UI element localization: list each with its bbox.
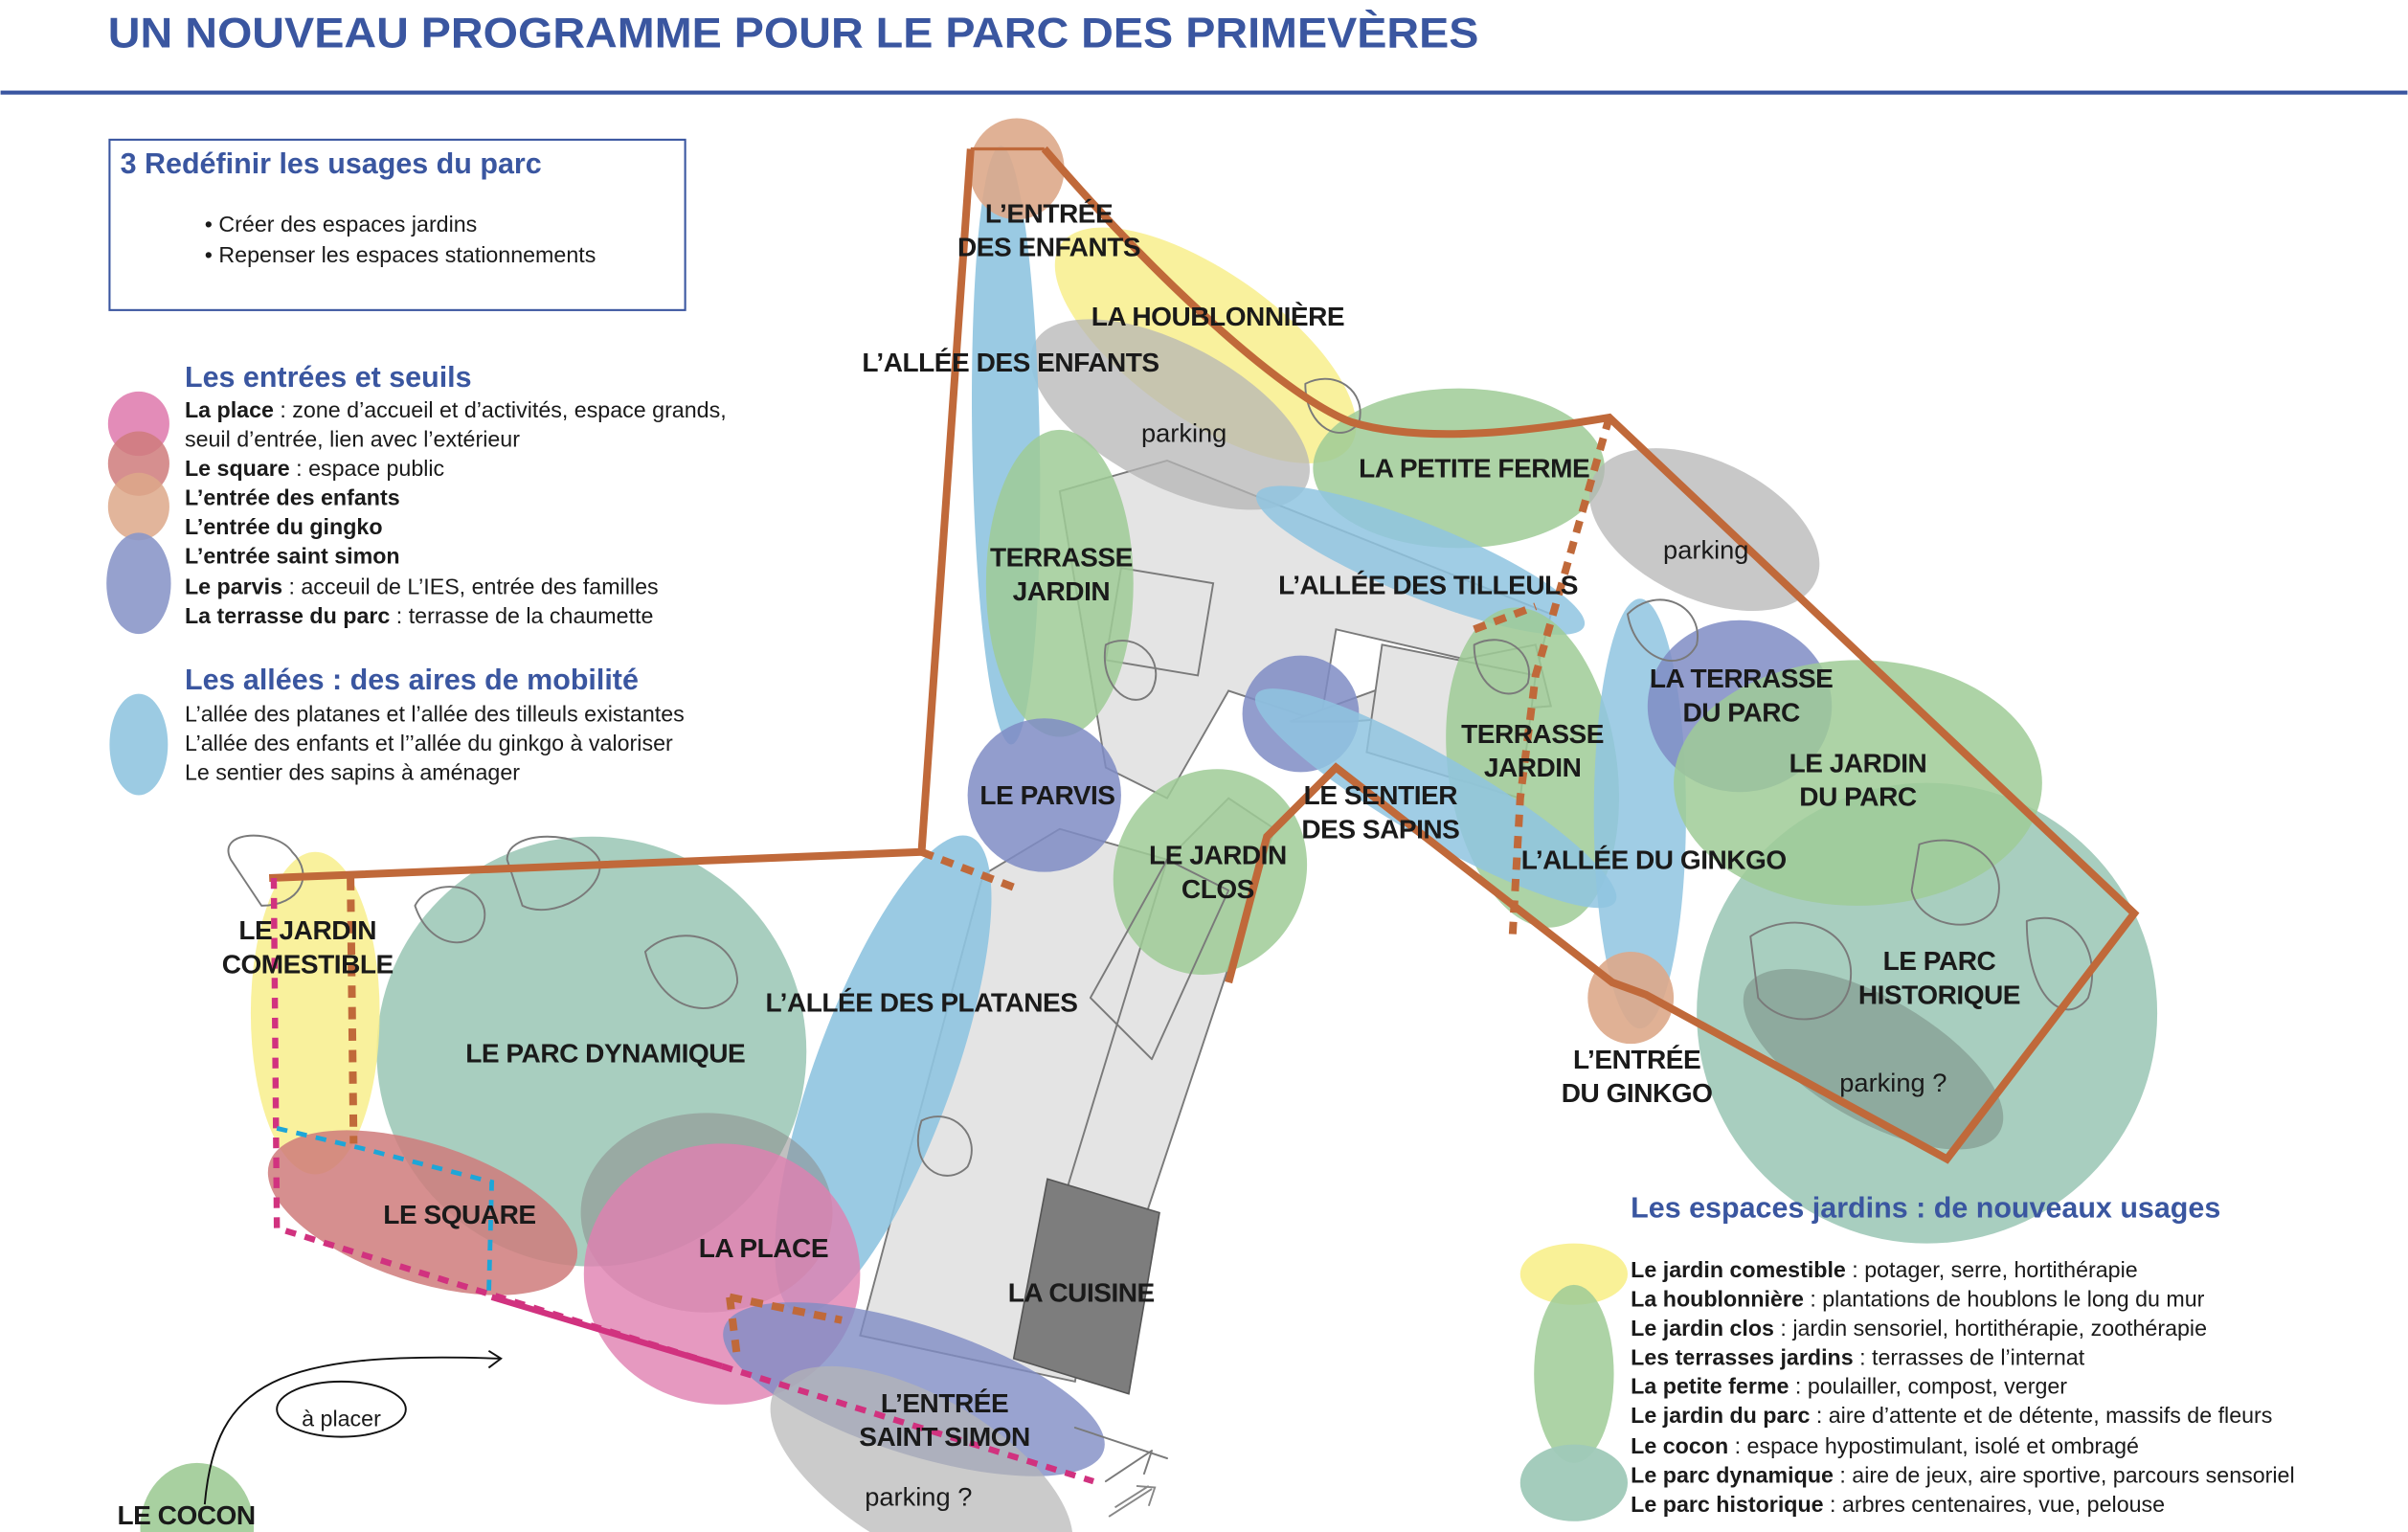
- legend-jardins-item: Le jardin comestible : potager, serre, hortithérapie: [1631, 1256, 2138, 1282]
- zone-parking-2: [1564, 416, 1844, 644]
- legend-allees-heading: Les allées : des aires de mobilité: [184, 663, 639, 696]
- label-parc-historique: LE PARC HISTORIQUE: [1857, 946, 2021, 1010]
- swatch-entree: [108, 473, 169, 541]
- legend-jardins-item: Le parc historique : arbres centenaires, vue, pelouse: [1631, 1492, 2166, 1518]
- swatch-jardins: [1534, 1285, 1613, 1463]
- label-parking-1: parking: [1140, 417, 1227, 448]
- legend-jardins-item: La petite ferme : poulailler, compost, verger: [1631, 1373, 2068, 1399]
- objective-bullet-2: • Repenser les espaces stationnements: [204, 242, 596, 268]
- label-place: LA PLACE: [698, 1233, 829, 1264]
- label-square: LE SQUARE: [383, 1199, 536, 1229]
- legend-jardins-item: Le jardin du parc : aire d’attente et de détente, massifs de fleurs: [1631, 1403, 2273, 1429]
- label-allee-tilleuls: L’ALLÉE DES TILLEULS: [1278, 570, 1579, 600]
- label-parking-4: parking ?: [865, 1481, 973, 1512]
- label-entree-enfants: L’ENTRÉE DES ENFANTS: [957, 198, 1141, 262]
- legend-entrees: [106, 361, 726, 634]
- label-houblonniere: LA HOUBLONNIÈRE: [1091, 301, 1345, 331]
- legend-allees-item: L’allée des platanes et l’allée des tilleuls existantes: [184, 701, 685, 727]
- legend-entrees-heading: Les entrées et seuils: [184, 361, 472, 394]
- label-terrasse-parc: LA TERRASSE DU PARC: [1649, 664, 1834, 728]
- label-entree-ginkgo: L’ENTRÉE DU GINKGO: [1561, 1044, 1713, 1109]
- legend-entrees-item: La terrasse du parc : terrasse de la chaumette: [184, 602, 654, 628]
- objective-bullet-1: • Créer des espaces jardins: [204, 212, 478, 237]
- legend-entrees-item: Le square : espace public: [184, 455, 445, 481]
- legend-entrees-item: L’entrée du gingko: [184, 513, 383, 539]
- legend-jardins-heading: Les espaces jardins : de nouveaux usages: [1631, 1191, 2221, 1225]
- label-sentier-sapins: LE SENTIER DES SAPINS: [1301, 780, 1460, 845]
- legend-entrees-item: seuil d’entrée, lien avec l’extérieur: [184, 426, 520, 452]
- north-arrow-icon: [1109, 1486, 1155, 1517]
- label-cuisine: LA CUISINE: [1007, 1277, 1155, 1308]
- zone-entree-ginkgo: [1587, 952, 1674, 1044]
- label-entree-saint-simon: L’ENTRÉE SAINT SIMON: [859, 1387, 1030, 1453]
- label-terrasse-jardin-2: TERRASSE JARDIN: [1461, 718, 1605, 783]
- legend-jardins-item: Le cocon : espace hypostimulant, isolé et ombragé: [1631, 1433, 2139, 1459]
- label-jardin-clos: LE JARDIN CLOS: [1149, 840, 1287, 904]
- legend-jardins-item: La houblonnière : plantations de houblons le long du mur: [1631, 1286, 2205, 1312]
- legend-allees-item: L’allée des enfants et l’’allée du ginkgo à valoriser: [184, 730, 673, 755]
- label-allee-ginkgo: L’ALLÉE DU GINKGO: [1520, 845, 1787, 875]
- legend-jardins-item: Le jardin clos : jardin sensoriel, hortithérapie, zoothérapie: [1631, 1315, 2208, 1340]
- legend-entrees-item: Le parvis : acceuil de L’IES, entrée des familles: [184, 574, 659, 599]
- legend-jardins-item: Le parc dynamique : aire de jeux, aire sportive, parcours sensoriel: [1631, 1462, 2295, 1488]
- label-parking-3: parking ?: [1839, 1067, 1947, 1097]
- label-allee-platanes: L’ALLÉE DES PLATANES: [765, 987, 1078, 1018]
- label-jardin-parc: LE JARDIN DU PARC: [1789, 748, 1927, 812]
- swatch-parvis: [106, 532, 170, 634]
- legend-jardins-item: Les terrasses jardins : terrasses de l’internat: [1631, 1344, 2085, 1370]
- legend-entrees-item: La place : zone d’accueil et d’activités, espace grands,: [184, 397, 727, 423]
- header-rule: [1, 91, 2408, 95]
- label-jardin-comestible: LE JARDIN COMESTIBLE: [221, 915, 394, 980]
- swatch-parc: [1520, 1445, 1628, 1521]
- label-allee-enfants: L’ALLÉE DES ENFANTS: [862, 347, 1159, 377]
- a-placer-annotation: [205, 1351, 501, 1504]
- swatch-allee: [109, 694, 168, 796]
- objective-box: [109, 140, 685, 310]
- a-placer-label: à placer: [302, 1406, 381, 1431]
- legend-allees: [109, 664, 684, 796]
- label-parc-dynamique: LE PARC DYNAMIQUE: [465, 1038, 746, 1069]
- label-terrasse-jardin-1: TERRASSE JARDIN: [989, 542, 1133, 606]
- legend-entrees-item: L’entrée des enfants: [184, 484, 400, 510]
- label-parvis: LE PARVIS: [979, 780, 1115, 811]
- label-petite-ferme: LA PETITE FERME: [1359, 453, 1590, 484]
- legend-allees-item: Le sentier des sapins à aménager: [184, 759, 521, 785]
- objective-heading: 3 Redéfinir les usages du parc: [120, 147, 542, 181]
- label-parking-2: parking: [1663, 534, 1749, 565]
- label-cocon: LE COCON: [117, 1499, 256, 1530]
- zone-jardin-comestible: [251, 852, 380, 1175]
- legend-entrees-item: L’entrée saint simon: [184, 543, 400, 569]
- page-title: UN NOUVEAU PROGRAMME POUR LE PARC DES PRIMEVÈRES: [107, 10, 1402, 57]
